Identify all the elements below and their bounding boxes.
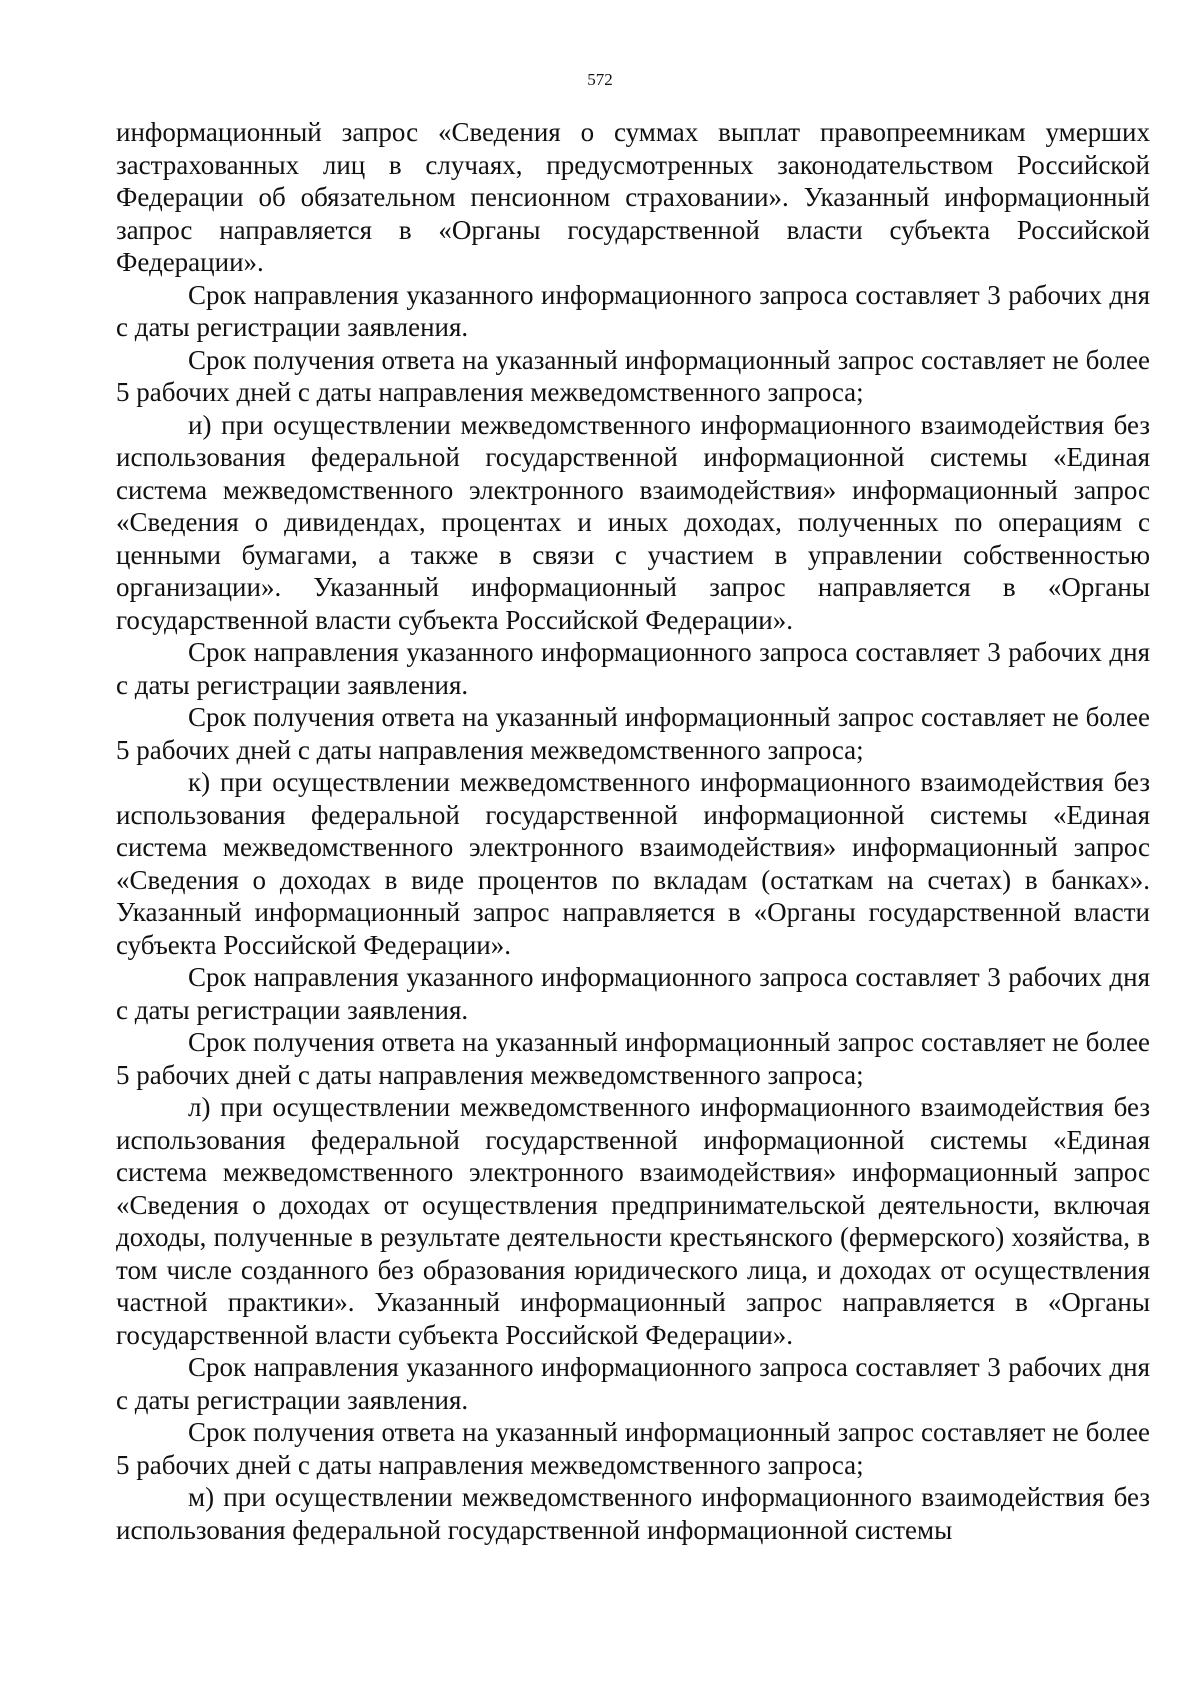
paragraph: Срок направления указанного информационного запроса составляет 3 рабочих дня с даты регистрации заявления. xyxy=(116,1352,1150,1415)
document-body xyxy=(116,116,1150,1546)
paragraph: Срок направления указанного информационного запроса составляет 3 рабочих дня с даты регистрации заявления. xyxy=(116,279,1150,342)
paragraph: Срок направления указанного информационного запроса составляет 3 рабочих дня с даты регистрации заявления. xyxy=(116,962,1150,1025)
page-number: 572 xyxy=(587,70,613,89)
paragraph-continuation: информационный запрос «Сведения о суммах выплат правопреемникам умерших застрахованных лиц в случаях, предусмотренных законодательством Российской Федерации об обязательном пенсионном страховании». Указанный информационный запрос направляется в «Органы государственной власти субъекта Российской Федерации». xyxy=(116,117,1150,277)
paragraph-item-l: л) при осуществлении межведомственного информационного взаимодействия без использования федеральной государственной информационной системы «Единая система межведомственного электронного взаимодействия» информационный запрос «Сведения о доходах от осуществления предпринимательской деятельности, включая доходы, полученные в результате деятельности крестьянского (фермерского) хозяйства, в том числе созданного без образования юридического лица, и доходах от осуществления частной практики». Указанный информационный запрос направляется в «Органы государственной власти субъекта Российской Федерации». xyxy=(116,1092,1150,1350)
paragraph: Срок получения ответа на указанный информационный запрос составляет не более 5 рабочих дней с даты направления межведомственного запроса; xyxy=(116,702,1150,765)
paragraph: Срок получения ответа на указанный информационный запрос составляет не более 5 рабочих дней с даты направления межведомственного запроса; xyxy=(116,1027,1150,1090)
paragraph: Срок получения ответа на указанный информационный запрос составляет не более 5 рабочих дней с даты направления межведомственного запроса; xyxy=(116,1417,1150,1480)
paragraph-item-i: и) при осуществлении межведомственного информационного взаимодействия без использования федеральной государственной информационной системы «Единая система межведомственного электронного взаимодействия» информационный запрос «Сведения о дивидендах, процентах и иных доходах, полученных по операциям с ценными бумагами, а также в связи с участием в управлении собственностью организации». Указанный информационный запрос направляется в «Органы государственной власти субъекта Российской Федерации». xyxy=(116,409,1150,635)
paragraph: Срок направления указанного информационного запроса составляет 3 рабочих дня с даты регистрации заявления. xyxy=(116,637,1150,700)
paragraph-item-k: к) при осуществлении межведомственного информационного взаимодействия без использования федеральной государственной информационной системы «Единая система межведомственного электронного взаимодействия» информационный запрос «Сведения о доходах в виде процентов по вкладам (остаткам на счетах) в банках». Указанный информационный запрос направляется в «Органы государственной власти субъекта Российской Федерации». xyxy=(116,767,1150,960)
paragraph: Срок получения ответа на указанный информационный запрос составляет не более 5 рабочих дней с даты направления межведомственного запроса; xyxy=(116,344,1150,407)
paragraph-item-m: м) при осуществлении межведомственного информационного взаимодействия без использования федеральной государственной информационной системы xyxy=(116,1482,1150,1545)
